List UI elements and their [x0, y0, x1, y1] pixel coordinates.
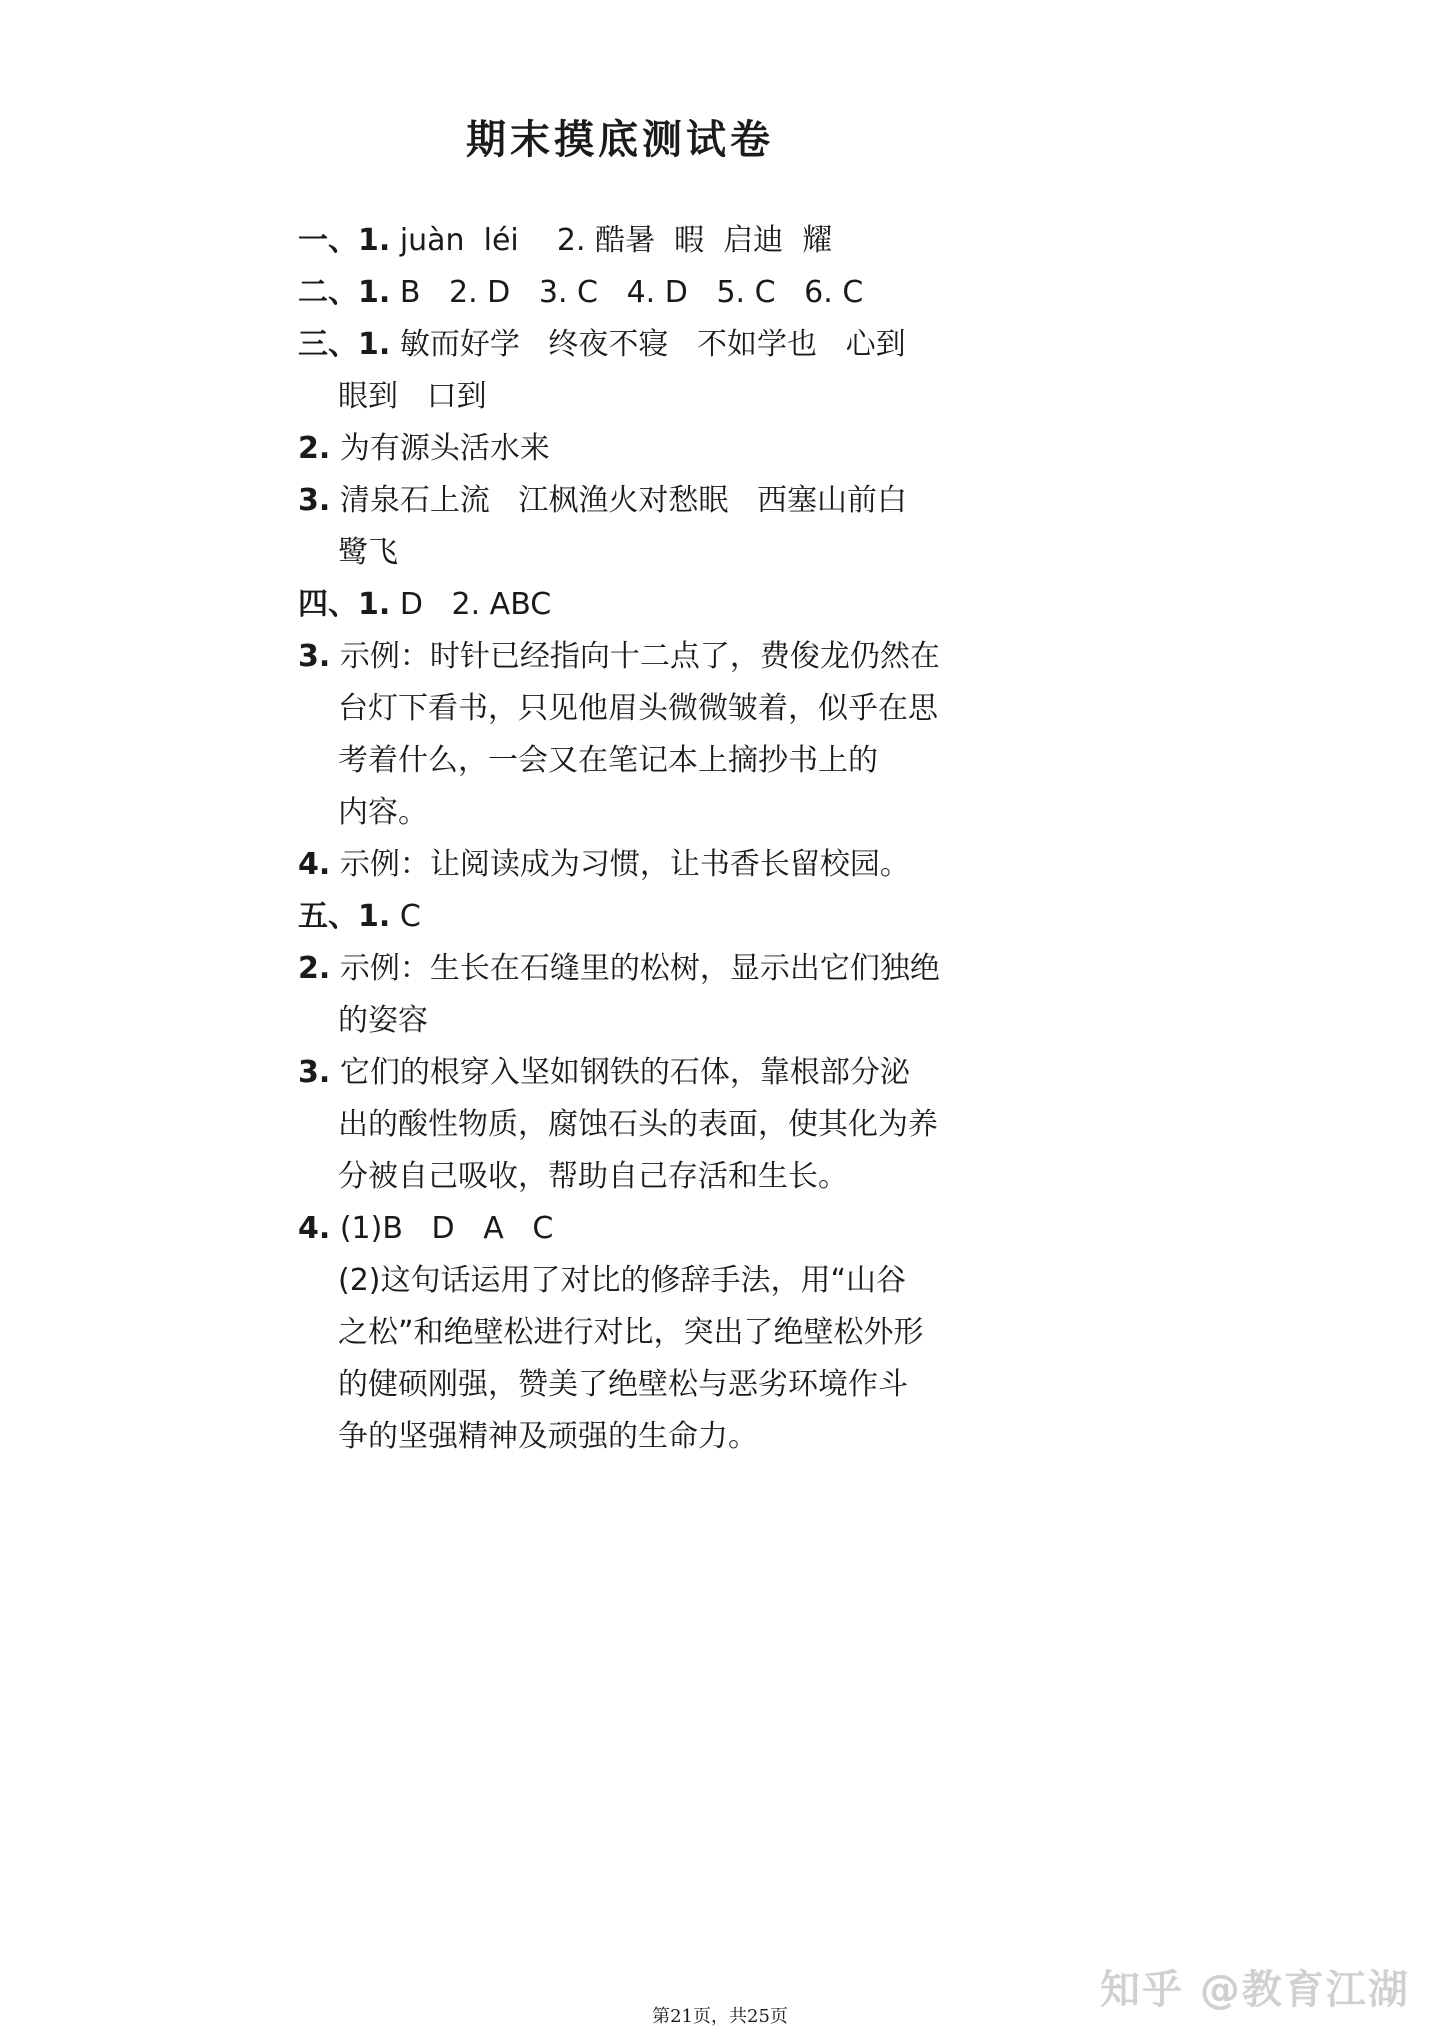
answer-text: 它们的根穿入坚如钢铁的石体，靠根部分泌: [330, 1055, 910, 1090]
answer-line: [298, 1203, 978, 1255]
answer-line: [298, 1099, 978, 1151]
answer-line: [298, 943, 978, 995]
answer-line: [298, 1151, 978, 1203]
question-number: 3.: [298, 483, 331, 518]
answer-text: juàn léi 2. 酷暑 暇 启迪 耀: [390, 223, 833, 258]
answer-line: [298, 683, 978, 735]
answer-text: D 2. ABC: [390, 587, 552, 622]
answer-line: [298, 1411, 978, 1463]
answer-line: [298, 1255, 978, 1307]
question-number: 2.: [298, 431, 331, 466]
page-number: 第21页，共25页: [652, 2006, 788, 2027]
question-number: 3.: [298, 1055, 331, 1090]
answer-text: 之松”和绝壁松进行对比，突出了绝壁松外形: [338, 1315, 924, 1350]
answer-line: [298, 787, 978, 839]
answer-line: [298, 891, 978, 943]
answer-text: 清泉石上流 江枫渔火对愁眠 西塞山前白: [330, 483, 908, 518]
answer-line: [298, 423, 978, 475]
answer-text: C: [390, 899, 421, 934]
answer-text: (2)这句话运用了对比的修辞手法，用“山谷: [338, 1263, 907, 1298]
answer-line: [298, 1047, 978, 1099]
answer-text: B 2. D 3. C 4. D 5. C 6. C: [390, 275, 864, 310]
answer-line: [298, 579, 978, 631]
answer-line: [298, 475, 978, 527]
answer-line: [298, 1307, 978, 1359]
watermark: 知乎 @教育江湖: [1100, 1967, 1410, 2013]
answer-text: 示例：让阅读成为习惯，让书香长留校园。: [330, 847, 910, 882]
answer-text: 考着什么，一会又在笔记本上摘抄书上的: [338, 743, 878, 778]
answer-line: [298, 267, 978, 319]
answer-text: 分被自己吸收，帮助自己存活和生长。: [338, 1159, 848, 1194]
question-number: 二、1.: [298, 275, 391, 310]
answer-line: [298, 371, 978, 423]
answer-text: 内容。: [338, 795, 428, 830]
answer-text: 出的酸性物质，腐蚀石头的表面，使其化为养: [338, 1107, 938, 1142]
answer-line: [298, 735, 978, 787]
answer-line: [298, 527, 978, 579]
answer-text: 眼到 口到: [338, 379, 487, 414]
answer-line: [298, 839, 978, 891]
answer-text: 争的坚强精神及顽强的生命力。: [338, 1419, 758, 1454]
answer-text: 的健硕刚强，赞美了绝壁松与恶劣环境作斗: [338, 1367, 908, 1402]
question-number: 三、1.: [298, 327, 391, 362]
question-number: 一、1.: [298, 223, 391, 258]
question-number: 四、1.: [298, 587, 391, 622]
question-number: 2.: [298, 951, 331, 986]
question-number: 4.: [298, 847, 331, 882]
question-number: 3.: [298, 639, 331, 674]
answer-text: 鹭飞: [338, 535, 398, 570]
answer-text: 敏而好学 终夜不寝 不如学也 心到: [390, 327, 906, 362]
answer-line: [298, 319, 978, 371]
answer-line: [298, 995, 978, 1047]
answer-line: [298, 215, 978, 267]
answer-text: 为有源头活水来: [330, 431, 550, 466]
question-number: 4.: [298, 1211, 331, 1246]
question-number: 五、1.: [298, 899, 391, 934]
answer-text: 的姿容: [338, 1003, 428, 1038]
answer-text: 示例：生长在石缝里的松树，显示出它们独绝: [330, 951, 940, 986]
answer-line: [298, 631, 978, 683]
answer-text: (1)B D A C: [330, 1211, 554, 1246]
answer-text: 台灯下看书，只见他眉头微微皱着，似乎在思: [338, 691, 938, 726]
answer-line: [298, 1359, 978, 1411]
page-title: 期末摸底测试卷: [466, 117, 774, 163]
answer-text: 示例：时针已经指向十二点了，费俊龙仍然在: [330, 639, 940, 674]
answer-list: [298, 215, 978, 1463]
